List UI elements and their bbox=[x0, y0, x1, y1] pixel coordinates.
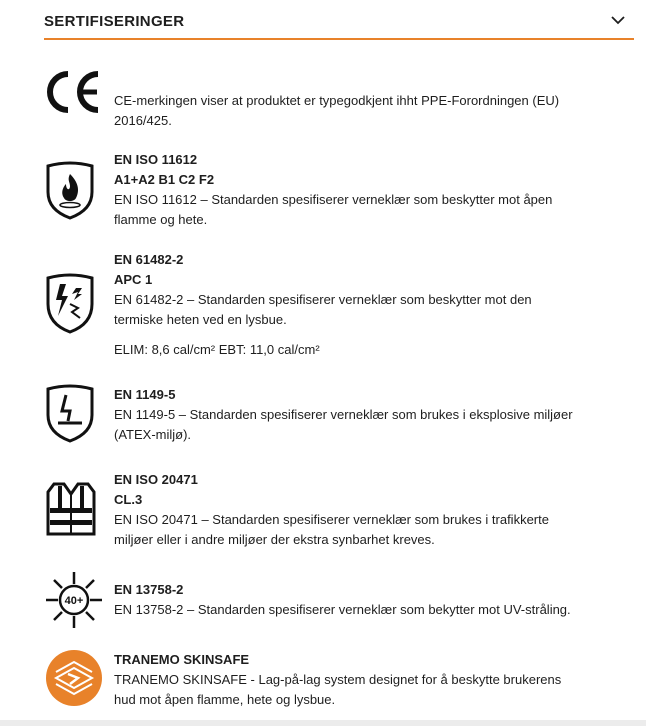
cert-item-en-1149-5 bbox=[44, 385, 634, 455]
ce-mark-icon bbox=[44, 70, 102, 114]
tranemo-skinsafe-icon bbox=[44, 648, 104, 708]
flame-shield-icon bbox=[44, 158, 96, 220]
cert-description: CE-merkingen viser at produktet er typegodkjent ihht PPE-Forordningen (EU) 2016/425. bbox=[114, 93, 560, 128]
cert-title: EN ISO 11612 bbox=[114, 152, 198, 167]
cert-title: TRANEMO SKINSAFE bbox=[114, 652, 250, 667]
cert-title: EN 61482-2 bbox=[114, 252, 184, 267]
antistatic-shield-icon bbox=[44, 381, 96, 443]
electric-arc-shield-icon bbox=[44, 270, 96, 334]
cert-title: EN 13758-2 bbox=[114, 582, 184, 597]
bottom-divider bbox=[0, 720, 646, 726]
certifications-accordion-header[interactable] bbox=[44, 0, 634, 40]
cert-item-en-iso-11612 bbox=[44, 150, 634, 235]
chevron-down-icon[interactable] bbox=[610, 14, 626, 26]
cert-description: EN 1149-5 – Standarden spesifiserer verneklær som brukes i eksplosive miljøer (ATEX-miljø). bbox=[114, 407, 573, 442]
cert-description: TRANEMO SKINSAFE - Lag-på-lag system designet for å beskytte brukerens hud mot åpen flamme, hete og lysbue. bbox=[114, 672, 562, 707]
cert-item-en-61482-2 bbox=[44, 250, 634, 365]
cert-description: EN ISO 11612 – Standarden spesifiserer verneklær som beskytter mot åpen flamme og hete. bbox=[114, 192, 553, 227]
accordion-title: SERTIFISERINGER bbox=[44, 13, 185, 30]
cert-description: EN 13758-2 – Standarden spesifiserer verneklær som bekytter mot UV-stråling. bbox=[114, 602, 571, 617]
cert-subtitle: A1+A2 B1 C2 F2 bbox=[114, 172, 215, 187]
cert-item-tranemo-skinsafe bbox=[44, 650, 634, 720]
cert-item-en-13758-2 bbox=[44, 580, 634, 630]
cert-title: EN ISO 20471 bbox=[114, 472, 198, 487]
cert-description: EN 61482-2 – Standarden spesifiserer verneklær som beskytter mot den termiske heten ved en lysbue. bbox=[114, 292, 532, 327]
cert-description: EN ISO 20471 – Standarden spesifiserer verneklær som brukes i trafikkerte miljøer eller i andre miljøer der ekstra synbarhet kreves. bbox=[114, 512, 549, 547]
cert-item-en-iso-20471 bbox=[44, 470, 634, 555]
cert-subtitle: APC 1 bbox=[114, 272, 153, 287]
uv-rating-label: 40+ bbox=[64, 595, 84, 607]
cert-subtitle: CL.3 bbox=[114, 492, 143, 507]
hi-vis-vest-icon bbox=[44, 480, 98, 538]
cert-title: EN 1149-5 bbox=[114, 387, 176, 402]
cert-item-ce bbox=[44, 70, 634, 130]
uv-sun-icon bbox=[44, 570, 104, 630]
cert-extra-values: ELIM: 8,6 cal/cm² EBT: 11,0 cal/cm² bbox=[114, 342, 320, 357]
